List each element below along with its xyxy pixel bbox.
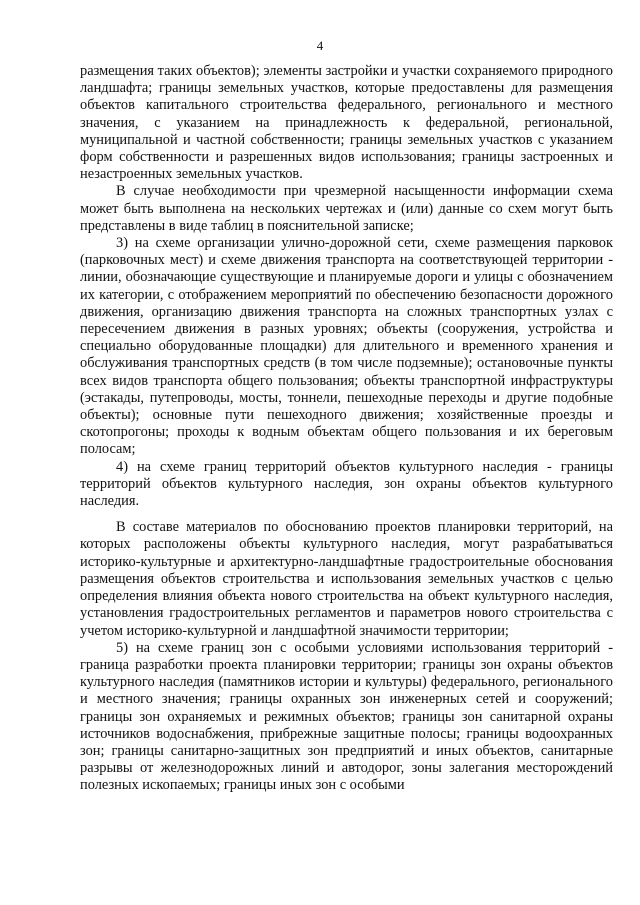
paragraph-item-5: 5) на схеме границ зон с особыми условиями использования территорий - граница разработки проекта планировки территории; границы зон охраны объектов культурного наследия (памятников истории и культуры) федерального, регионального и местного значения; границы охранных зон инженерных сетей и сооружений; границы зон охраняемых и режимных объектов; границы зон санитарной охраны источников водоснабжения, прибрежные защитные полосы; границы водоохранных зон; границы санитарно-защитных зон предприятий и иных объектов, санитарные разрывы от железнодорожных линий и автодорог, зоны залегания месторождений полезных ископаемых; границы иных зон с особыми <box>80 639 613 794</box>
paragraph-item-3: 3) на схеме организации улично-дорожной сети, схеме размещения парковок (парковочных мест) и схеме движения транспорта на соответствующей территории - линии, обозначающие существующие и планируемые дороги и улицы с обозначением их категории, с отображением мероприятий по обеспечению безопасности дорожного движения, организацию движения транспорта на сложных транспортных узлах с пересечением движения в разных уровнях; объекты (сооружения, устройства и специально оборудованные площадки) для длительного и временного хранения и обслуживания транспортных средств (в том числе подземные); остановочные пункты всех видов транспорта общего пользования; объекты транспортной инфраструктуры (эстакады, путепроводы, мосты, тоннели, пешеходные переходы и другие подобные объекты); основные пути пешеходного движения; хозяйственные проезды и скотопрогоны; проходы к водным объектам общего пользования и их береговым полосам; <box>80 235 613 458</box>
page-number: 4 <box>316 38 324 53</box>
body-text <box>80 63 613 795</box>
paragraph-continuation: размещения таких объектов); элементы застройки и участки сохраняемого природного ландшафта; границы земельных участков, которые предоставлены для размещения объектов капитального строительства федерального, регионального и местного значения, с указанием на принадлежность к федеральной, региональной, муниципальной и частной собственности; границы земельных участков с указанием форм собственности и разрешенных видов использования; границы застроенных и незастроенных земельных участков. <box>80 63 613 183</box>
paragraph-schema-note: В случае необходимости при чрезмерной насыщенности информации схема может быть выполнена на нескольких чертежах и (или) данные со схем могут быть представлены в виде таблиц в пояснительной записке; <box>80 183 613 234</box>
paragraph-item-4: 4) на схеме границ территорий объектов культурного наследия - границы территорий объектов культурного наследия, зон охраны объектов культурного наследия. <box>80 458 613 510</box>
paragraph-cultural-heritage: В составе материалов по обоснованию проектов планировки территорий, на которых расположены объекты культурного наследия, могут разрабатываться историко-культурные и архитектурно-ландшафтные градостроительные обоснования размещения объектов строительства и использования земельных участков с целью определения влияния объекта нового строительства на объект культурного наследия, установления градостроительных регламентов и параметров нового строительства с учетом историко-культурной и ландшафтной значимости территории; <box>80 519 613 639</box>
